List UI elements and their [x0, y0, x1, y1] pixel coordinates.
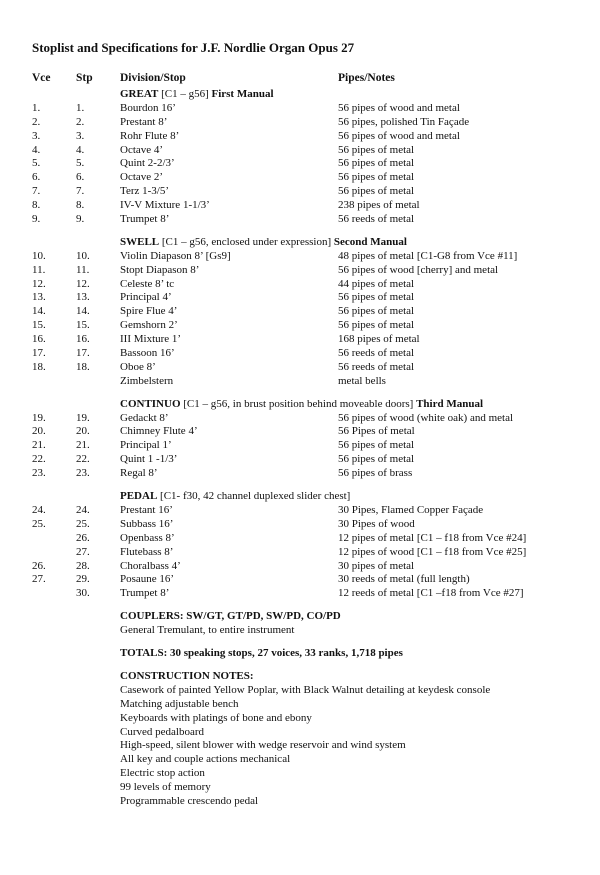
stop-row: [32, 347, 572, 361]
stop-name: Zimbelstern: [120, 374, 174, 387]
stop-row: [32, 102, 572, 116]
stop-name: Bassoon 16’: [120, 347, 175, 360]
stop-pipes: 56 pipes of metal: [338, 453, 415, 466]
stop-name: Octave 2’: [120, 171, 164, 184]
stop-number: 10.: [76, 249, 90, 262]
division-heading: [32, 88, 572, 102]
stop-pipes: 30 pipes of metal: [338, 559, 415, 572]
stop-voice-number: 8.: [32, 199, 41, 212]
division-great: [32, 88, 572, 227]
header-stop: Division/Stop: [120, 72, 186, 84]
stop-pipes: 12 reeds of metal [C1 –f18 from Vce #27]: [338, 587, 524, 600]
stop-voice-number: 9.: [32, 213, 41, 226]
division-manual: Third Manual: [416, 397, 484, 410]
stop-row: [32, 546, 572, 560]
stop-row: [32, 467, 572, 481]
stop-name: Principal 4’: [120, 291, 172, 304]
stop-name: Terz 1-3/5’: [120, 185, 170, 198]
stop-name: Trumpet 8’: [120, 587, 170, 600]
stop-pipes: 56 pipes of brass: [338, 467, 413, 480]
construction-item: Casework of painted Yellow Poplar, with Black Walnut detailing at keydesk console: [120, 683, 491, 696]
stop-name: Violin Diapason 8’ [Gs9]: [120, 249, 231, 262]
stop-number: 9.: [76, 213, 85, 226]
stop-number: 14.: [76, 305, 90, 318]
division-manual: First Manual: [211, 88, 274, 100]
stop-number: 13.: [76, 291, 90, 304]
divisions: [32, 88, 572, 601]
stop-number: 24.: [76, 503, 90, 516]
stop-row: [32, 144, 572, 158]
stop-name: IV-V Mixture 1-1/3’: [120, 199, 210, 212]
stop-row: [32, 250, 572, 264]
stop-voice-number: 4.: [32, 143, 41, 156]
stop-number: 29.: [76, 573, 90, 586]
construction-item: 99 levels of memory: [120, 781, 211, 794]
stop-voice-number: 21.: [32, 439, 46, 452]
column-headers: [32, 71, 572, 86]
couplers-note: General Tremulant, to entire instrument: [120, 624, 295, 637]
stop-row: [32, 573, 572, 587]
division-name: PEDAL: [120, 490, 158, 503]
stop-pipes: 56 pipes of metal: [338, 305, 415, 318]
stop-name: Regal 8’: [120, 467, 158, 480]
stop-voice-number: 20.: [32, 425, 46, 438]
stop-name: Rohr Flute 8’: [120, 129, 180, 142]
stop-number: 30.: [76, 587, 90, 600]
construction-item: Electric stop action: [120, 767, 205, 780]
stop-number: 21.: [76, 439, 90, 452]
construction-item: Keyboards with platings of bone and ebony: [120, 711, 312, 724]
stop-number: 23.: [76, 467, 90, 480]
stop-name: Openbass 8’: [120, 531, 175, 544]
construction-item: All key and couple actions mechanical: [120, 753, 291, 766]
division-name: CONTINUO: [120, 397, 181, 410]
stop-pipes: 30 Pipes, Flamed Copper Façade: [338, 503, 484, 516]
stop-row: [32, 130, 572, 144]
stop-pipes: 56 pipes of metal: [338, 157, 415, 170]
stop-row: [32, 319, 572, 333]
stop-voice-number: 18.: [32, 360, 46, 373]
stop-pipes: 168 pipes of metal: [338, 333, 420, 346]
division-spec: [C1 – g56, in brust position behind moveable doors]: [183, 397, 414, 410]
stop-name: Principal 1’: [120, 439, 172, 452]
stop-pipes: 56 reeds of metal: [338, 213, 415, 226]
division-name: GREAT: [120, 88, 159, 100]
header-stp: Stp: [76, 72, 93, 84]
stop-row: [32, 361, 572, 375]
division-swell: [32, 236, 572, 389]
stop-row: [32, 439, 572, 453]
stop-name: Choralbass 4’: [120, 559, 181, 572]
stop-voice-number: 17.: [32, 347, 46, 360]
stop-number: 19.: [76, 411, 90, 424]
header-vce: Vce: [32, 72, 51, 84]
stop-pipes: 56 pipes of metal: [338, 171, 415, 184]
division-heading: [32, 236, 572, 250]
stop-number: 11.: [76, 263, 90, 276]
stop-name: Octave 4’: [120, 143, 164, 156]
stop-name: Trumpet 8’: [120, 213, 170, 226]
stop-row: [32, 518, 572, 532]
stop-pipes: 56 reeds of metal: [338, 360, 415, 373]
stop-row: [32, 425, 572, 439]
stop-name: Quint 2-2/3’: [120, 157, 175, 170]
stop-pipes: 44 pipes of metal: [338, 277, 415, 290]
stop-voice-number: 1.: [32, 101, 41, 114]
stop-voice-number: 25.: [32, 517, 46, 530]
document-title: Stoplist and Specifications for J.F. Nordlie Organ Opus 27: [32, 40, 355, 55]
division-manual: Second Manual: [333, 235, 407, 248]
stop-pipes: 30 reeds of metal (full length): [338, 573, 470, 586]
stop-row: [32, 171, 572, 185]
header-pipes: Pipes/Notes: [338, 72, 395, 84]
stop-name: Flutebass 8’: [120, 545, 174, 558]
stop-number: 4.: [76, 143, 85, 156]
stop-name: Bourdon 16’: [120, 101, 176, 114]
stop-voice-number: 7.: [32, 185, 41, 198]
division-spec: [C1 – g56, enclosed under expression]: [161, 235, 332, 248]
stop-voice-number: 6.: [32, 171, 41, 184]
stop-pipes: 48 pipes of metal [C1-G8 from Vce #11]: [338, 249, 518, 262]
stop-number: 7.: [76, 185, 85, 198]
stop-pipes: 56 pipes of metal: [338, 185, 415, 198]
stop-voice-number: 11.: [32, 263, 46, 276]
construction-list: [120, 684, 572, 809]
stop-pipes: 238 pipes of metal: [338, 199, 420, 212]
stop-number: 25.: [76, 517, 90, 530]
stop-name: Prestant 16’: [120, 503, 173, 516]
stop-pipes: 56 pipes of wood and metal: [338, 101, 460, 114]
stop-row: [32, 116, 572, 130]
stop-row: [32, 587, 572, 601]
stop-row: [32, 412, 572, 426]
stop-pipes: 56 Pipes of metal: [338, 425, 415, 438]
stop-voice-number: 12.: [32, 277, 46, 290]
stop-name: Stopt Diapason 8’: [120, 263, 200, 276]
stop-pipes: 12 pipes of metal [C1 – f18 from Vce #24]: [338, 531, 527, 544]
stop-row: [32, 504, 572, 518]
stop-number: 5.: [76, 157, 85, 170]
stop-number: 20.: [76, 425, 90, 438]
stop-number: 8.: [76, 199, 85, 212]
stop-name: Subbass 16’: [120, 517, 174, 530]
stop-row: [32, 560, 572, 574]
stop-voice-number: 3.: [32, 129, 41, 142]
stop-name: Prestant 8’: [120, 115, 168, 128]
stop-row: [32, 333, 572, 347]
division-spec: [C1- f30, 42 channel duplexed slider chest]: [160, 490, 351, 503]
stop-number: 3.: [76, 129, 85, 142]
stop-pipes: 56 pipes of metal: [338, 439, 415, 452]
stop-row: [32, 264, 572, 278]
totals-section: [120, 647, 572, 661]
stop-row: [32, 213, 572, 227]
stop-number: 27.: [76, 545, 90, 558]
couplers-heading: COUPLERS: SW/GT, GT/PD, SW/PD, CO/PD: [120, 610, 341, 623]
stop-voice-number: 2.: [32, 115, 41, 128]
division-spec: [C1 – g56]: [161, 88, 209, 100]
stoplist-document: [32, 40, 572, 809]
stop-pipes: 30 Pipes of wood: [338, 517, 415, 530]
construction-item: High-speed, silent blower with wedge reservoir and wind system: [120, 739, 406, 752]
stop-pipes: 56 pipes of metal: [338, 319, 415, 332]
stop-name: Celeste 8’ tc: [120, 277, 175, 290]
stop-row: [32, 199, 572, 213]
division-name: SWELL: [120, 235, 160, 248]
stop-name: Spire Flue 4’: [120, 305, 178, 318]
stop-row: [32, 375, 572, 389]
stop-voice-number: 23.: [32, 467, 46, 480]
construction-item: Matching adjustable bench: [120, 697, 239, 710]
stop-pipes: 12 pipes of wood [C1 – f18 from Vce #25]: [338, 545, 527, 558]
stop-name: Chimney Flute 4’: [120, 425, 198, 438]
stop-pipes: 56 pipes of wood (white oak) and metal: [338, 411, 514, 424]
stop-row: [32, 278, 572, 292]
stop-row: [32, 185, 572, 199]
stop-voice-number: 14.: [32, 305, 46, 318]
stop-number: 28.: [76, 559, 90, 572]
stop-voice-number: 24.: [32, 503, 46, 516]
stop-pipes: 56 pipes of metal: [338, 291, 415, 304]
division-pedal: [32, 490, 572, 601]
division-heading: [32, 490, 572, 504]
construction-item: Curved pedalboard: [120, 725, 204, 738]
stop-number: 15.: [76, 319, 90, 332]
stop-number: 6.: [76, 171, 85, 184]
totals-line: TOTALS: 30 speaking stops, 27 voices, 33 ranks, 1,718 pipes: [120, 646, 403, 659]
stop-name: Oboe 8’: [120, 360, 156, 373]
construction-section: [120, 670, 572, 809]
stop-voice-number: 27.: [32, 573, 46, 586]
stop-name: Gemshorn 2’: [120, 319, 178, 332]
stop-name: III Mixture 1’: [120, 333, 182, 346]
stop-voice-number: 13.: [32, 291, 46, 304]
construction-item: Programmable crescendo pedal: [120, 795, 259, 808]
stop-pipes: metal bells: [338, 374, 386, 387]
stop-number: 17.: [76, 347, 90, 360]
stop-pipes: 56 pipes of wood [cherry] and metal: [338, 263, 499, 276]
stop-row: [32, 453, 572, 467]
stop-number: 16.: [76, 333, 90, 346]
stop-number: 2.: [76, 115, 85, 128]
stop-number: 22.: [76, 453, 90, 466]
stop-row: [32, 532, 572, 546]
stop-row: [32, 157, 572, 171]
stop-name: Gedackt 8’: [120, 411, 169, 424]
stop-number: 12.: [76, 277, 90, 290]
stop-number: 1.: [76, 101, 85, 114]
stop-voice-number: 5.: [32, 157, 41, 170]
stop-voice-number: 16.: [32, 333, 46, 346]
construction-heading: CONSTRUCTION NOTES:: [120, 669, 254, 682]
stop-number: 26.: [76, 531, 90, 544]
stop-pipes: 56 pipes of metal: [338, 143, 415, 156]
stop-voice-number: 19.: [32, 411, 46, 424]
stop-voice-number: 26.: [32, 559, 46, 572]
division-heading: [32, 398, 572, 412]
couplers-section: [120, 610, 572, 638]
stop-pipes: 56 reeds of metal: [338, 347, 415, 360]
stop-name: Quint 1 -1/3’: [120, 453, 178, 466]
stop-row: [32, 291, 572, 305]
stop-pipes: 56 pipes of wood and metal: [338, 129, 460, 142]
stop-number: 18.: [76, 360, 90, 373]
stop-name: Posaune 16’: [120, 573, 175, 586]
division-continuo: [32, 398, 572, 481]
stop-row: [32, 305, 572, 319]
stop-voice-number: 22.: [32, 453, 46, 466]
stop-pipes: 56 pipes, polished Tin Façade: [338, 115, 470, 128]
stop-voice-number: 15.: [32, 319, 46, 332]
stop-voice-number: 10.: [32, 249, 46, 262]
